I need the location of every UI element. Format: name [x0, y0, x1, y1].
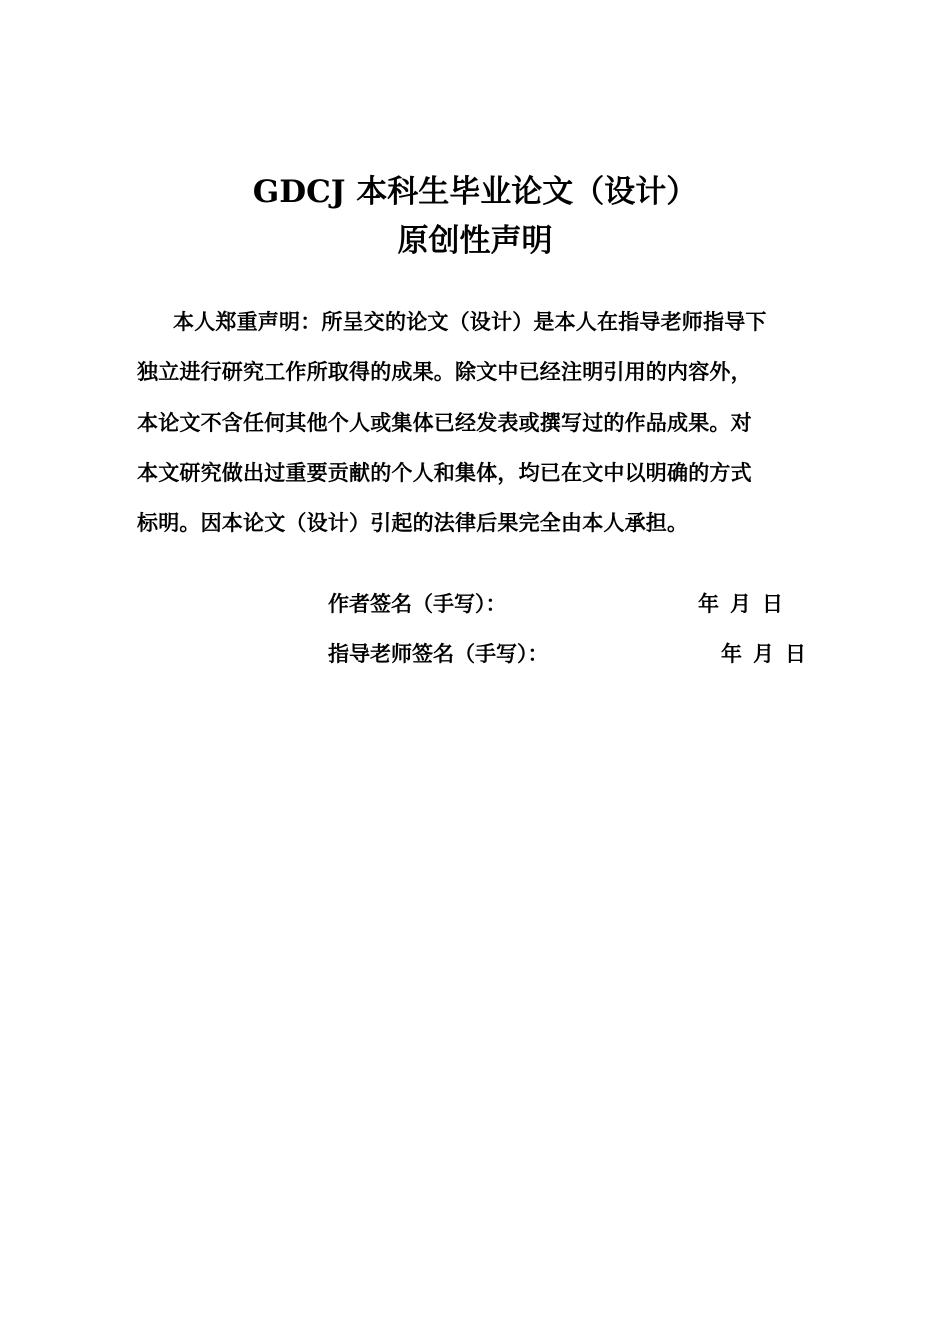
statement-line-5: 标明。因本论文（设计）引起的法律后果完全由本人承担。: [137, 510, 689, 535]
date-day-label: 日: [762, 591, 783, 616]
advisor-signature-label: 指导老师签名（手写）：: [328, 641, 549, 666]
statement-line-1: 本人郑重声明：所呈交的论文（设计）是本人在指导老师指导下: [173, 309, 767, 334]
statement-line-4: 本文研究做出过重要贡献的个人和集体，均已在文中以明确的方式: [137, 460, 752, 485]
document-title: GDCJ 本科生毕业论文（设计）: [252, 174, 698, 210]
date-year-label: 年: [698, 591, 719, 616]
statement-line-3: 本论文不含任何其他个人或集体已经发表或撰写过的作品成果。对: [137, 410, 752, 435]
statement-line-2: 独立进行研究工作所取得的成果。除文中已经注明引用的内容外，: [137, 359, 752, 384]
date-month-label: 月: [753, 641, 774, 666]
author-signature-date: [698, 589, 794, 619]
advisor-signature-date: [721, 639, 817, 669]
document-subtitle: 原创性声明: [397, 223, 553, 259]
date-day-label: 日: [785, 641, 806, 666]
date-month-label: 月: [730, 591, 751, 616]
author-signature-label: 作者签名（手写）：: [328, 591, 507, 616]
date-year-label: 年: [721, 641, 742, 666]
